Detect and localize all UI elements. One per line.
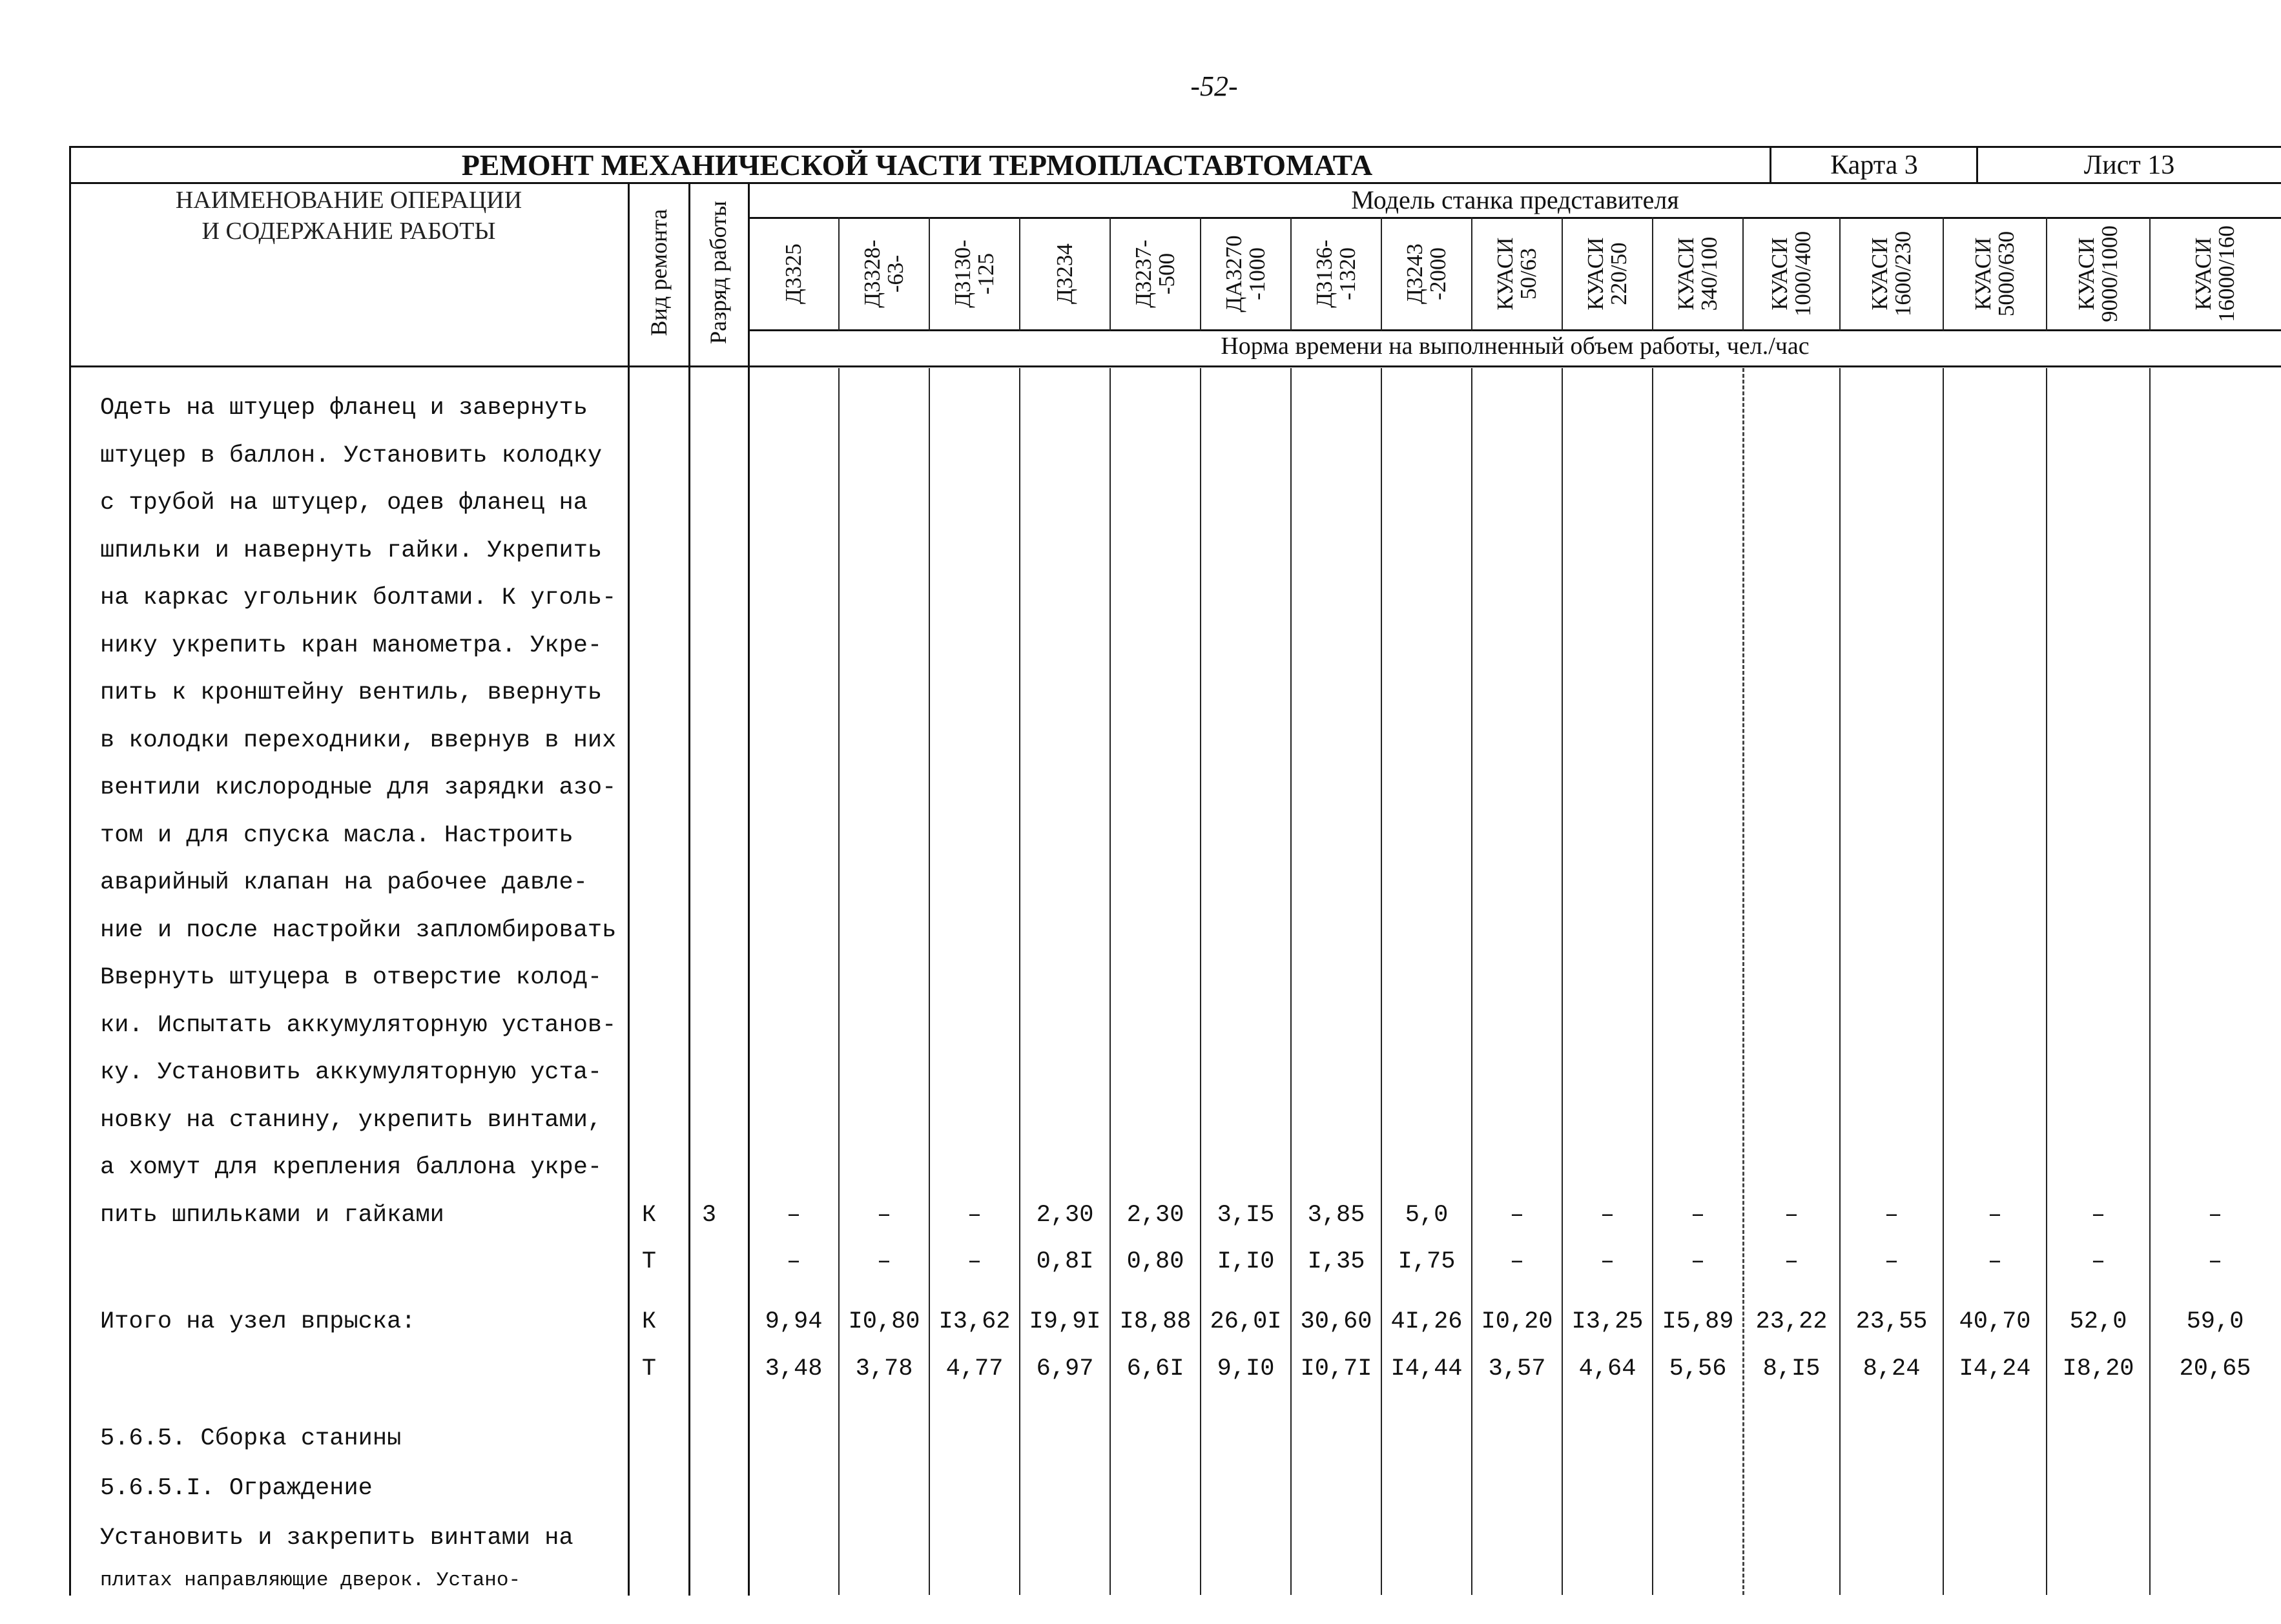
description-line: вентили кислородные для зарядки азо-	[100, 774, 617, 801]
model-divider	[1381, 217, 1382, 331]
body-column-divider	[1652, 368, 1653, 1595]
norm-value-cell: –	[1690, 1202, 1706, 1229]
vid-remonta-cell: К	[641, 1308, 657, 1335]
norm-value-cell: –	[1509, 1202, 1525, 1229]
model-divider	[1290, 217, 1292, 331]
model-header-line: КУАСИ	[1492, 237, 1518, 311]
model-header	[1114, 222, 1197, 325]
norm-value-cell: I8,20	[2062, 1355, 2134, 1382]
description-line: Одеть на штуцер фланец и завернуть	[100, 395, 588, 422]
norm-value-cell: –	[1509, 1248, 1525, 1275]
model-header	[1747, 222, 1836, 325]
list-label: Лист 13	[2083, 150, 2175, 180]
norm-value-cell: 2,30	[1126, 1202, 1184, 1229]
karta-label: Карта 3	[1830, 150, 1918, 180]
norm-value-cell: 9,94	[765, 1308, 823, 1335]
model-divider	[2046, 217, 2047, 331]
norm-value-cell: I,75	[1398, 1248, 1456, 1275]
operation-name-line: НАИМЕНОВАНИЕ ОПЕРАЦИИ	[175, 187, 522, 214]
vid-remonta-cell: К	[641, 1202, 657, 1229]
norm-value-cell: 5,0	[1405, 1202, 1449, 1229]
norm-value-cell: 3,57	[1488, 1355, 1546, 1382]
body-vid-divider	[688, 365, 690, 1596]
model-header-line: Д3234	[1052, 243, 1077, 304]
norm-value-cell: 5,56	[1669, 1355, 1727, 1382]
description-line: Ввернуть штуцера в отверстие колод-	[100, 964, 603, 991]
model-divider	[1471, 217, 1472, 331]
model-header	[1295, 222, 1378, 325]
razryad-cell: 3	[701, 1202, 717, 1229]
model-header-line: КУАСИ	[2074, 237, 2099, 311]
norm-value-cell: 20,65	[2179, 1355, 2251, 1382]
model-header	[752, 222, 835, 325]
norm-value-cell: I9,9I	[1029, 1308, 1101, 1335]
model-header-line: -500	[1154, 252, 1179, 295]
model-header	[1566, 222, 1649, 325]
model-header-line: Д3237-	[1131, 240, 1156, 308]
norm-value-cell: 23,55	[1855, 1308, 1928, 1335]
description-line: аварийный клапан на рабочее давле-	[100, 869, 588, 896]
model-header-line: 340/100	[1697, 236, 1722, 311]
norm-value-cell: I0,80	[848, 1308, 920, 1335]
norm-value-cell: –	[786, 1248, 801, 1275]
norm-value-cell: –	[2090, 1248, 2106, 1275]
vid-remonta-cell: Т	[641, 1355, 657, 1382]
section-line: плитах направляющие дверок. Устано-	[100, 1569, 521, 1592]
model-header-line: 5000/630	[1994, 231, 2019, 317]
section-heading: 5.6.5.I. Ограждение	[100, 1475, 373, 1502]
model-title-header: Модель станка представителя	[1351, 185, 1679, 214]
norm-value-cell: –	[1600, 1202, 1615, 1229]
norm-value-cell: I,I0	[1217, 1248, 1275, 1275]
vid-remonta-cell: Т	[641, 1248, 657, 1275]
norm-value-cell: 9,I0	[1217, 1355, 1275, 1382]
norm-value-cell: 0,8I	[1036, 1248, 1094, 1275]
model-header-line: Д3328-	[860, 240, 885, 308]
norm-value-cell: I4,24	[1959, 1355, 2031, 1382]
model-header-line: ДА3270	[1221, 235, 1246, 313]
description-line: с трубой на штуцер, одев фланец на	[100, 489, 588, 517]
norm-value-cell: 8,24	[1863, 1355, 1921, 1382]
norm-value-cell: –	[1600, 1248, 1615, 1275]
model-header-line: -1000	[1244, 247, 1270, 300]
model-header-line: КУАСИ	[2191, 237, 2216, 311]
model-header-line: 1600/230	[1890, 231, 1915, 317]
norm-value-cell: –	[2090, 1202, 2106, 1229]
model-header-line: 1000/400	[1790, 231, 1815, 317]
norm-value-cell: I0,20	[1481, 1308, 1553, 1335]
model-header-line: КУАСИ	[1867, 237, 1892, 311]
norm-value-cell: I8,88	[1119, 1308, 1192, 1335]
norm-value-cell: –	[2207, 1248, 2223, 1275]
body-column-divider	[1381, 368, 1382, 1595]
model-header-line: 50/63	[1516, 248, 1541, 300]
header-bottom-border	[69, 365, 2281, 367]
model-header-line: -1320	[1335, 247, 1360, 300]
model-header	[1844, 222, 1939, 325]
model-header	[2154, 222, 2276, 325]
model-header-line: 220/50	[1606, 242, 1631, 305]
norm-value-cell: I5,89	[1662, 1308, 1734, 1335]
model-header	[1947, 222, 2043, 325]
model-header-line: Д3130-	[950, 240, 975, 308]
page-title: РЕМОНТ МЕХАНИЧЕСКОЙ ЧАСТИ ТЕРМОПЛАСТАВТОМАТА	[461, 149, 1373, 181]
norm-value-cell: –	[967, 1202, 982, 1229]
model-header-line: КУАСИ	[1767, 237, 1792, 311]
norm-value-cell: I4,44	[1390, 1355, 1463, 1382]
norm-value-cell: –	[1987, 1202, 2003, 1229]
norm-value-cell: 23,22	[1755, 1308, 1828, 1335]
norm-value-cell: –	[876, 1248, 892, 1275]
norm-value-cell: –	[2207, 1202, 2223, 1229]
model-header	[1476, 222, 1558, 325]
description-line: а хомут для крепления баллона укре-	[100, 1154, 603, 1181]
description-line: ние и после настройки запломбировать	[100, 916, 617, 944]
norm-value-cell: 4,77	[945, 1355, 1004, 1382]
model-header-line: КУАСИ	[1673, 237, 1698, 311]
op-name-divider	[628, 182, 630, 367]
description-line: на каркас угольник болтами. К уголь-	[100, 584, 617, 612]
model-divider	[1200, 217, 1201, 331]
model-header	[1024, 222, 1106, 325]
section-line: Установить и закрепить винтами на	[100, 1525, 573, 1552]
body-razryad-divider	[748, 365, 750, 1596]
vid-divider	[688, 182, 690, 367]
norm-value-cell: I,35	[1307, 1248, 1365, 1275]
model-divider	[1562, 217, 1563, 331]
model-divider	[1110, 217, 1111, 331]
norma-header: Норма времени на выполненный объем работы, чел./час	[1221, 333, 1810, 360]
description-line: ку. Установить аккумуляторную уста-	[100, 1059, 603, 1086]
body-column-divider	[1839, 368, 1841, 1595]
norm-value-cell: 4I,26	[1390, 1308, 1463, 1335]
model-header-line: 9000/1000	[2097, 225, 2122, 322]
body-column-divider	[1471, 368, 1472, 1595]
body-column-divider	[929, 368, 930, 1595]
model-header-line: Д3325	[781, 243, 806, 304]
model-header	[1657, 222, 1739, 325]
norm-value-cell: –	[1884, 1248, 1899, 1275]
model-header-line: -125	[973, 252, 998, 295]
description-line: в колодки переходники, ввернув в них	[100, 726, 617, 754]
model-header	[843, 222, 925, 325]
description-line: ки. Испытать аккумуляторную установ-	[100, 1011, 617, 1039]
description-line: новку на станину, укрепить винтами,	[100, 1106, 603, 1134]
norm-value-cell: 40,70	[1959, 1308, 2031, 1335]
model-header	[933, 222, 1016, 325]
norm-value-cell: 2,30	[1036, 1202, 1094, 1229]
operation-name-line: И СОДЕРЖАНИЕ РАБОТЫ	[201, 218, 496, 245]
norm-value-cell: I3,62	[938, 1308, 1011, 1335]
norm-value-cell: –	[1884, 1202, 1899, 1229]
norm-value-cell: 3,78	[855, 1355, 913, 1382]
norm-value-cell: 52,0	[2069, 1308, 2127, 1335]
norm-value-cell: 6,97	[1036, 1355, 1094, 1382]
section-heading: 5.6.5. Сборка станины	[100, 1425, 402, 1452]
description-line: пить шпильками и гайками	[100, 1201, 444, 1229]
description-line: пить к кронштейну вентиль, ввернуть	[100, 679, 603, 706]
model-header	[1204, 222, 1287, 325]
model-header-line: -2000	[1425, 247, 1450, 300]
norm-value-cell: 26,0I	[1210, 1308, 1282, 1335]
norm-value-cell: –	[876, 1202, 892, 1229]
model-header	[1385, 222, 1468, 325]
model-divider	[1943, 217, 1944, 331]
body-column-divider	[1742, 368, 1744, 1595]
model-divider	[1019, 217, 1020, 331]
norm-value-cell: I0,7I	[1300, 1355, 1372, 1382]
model-divider	[2149, 217, 2151, 331]
operation-name-header	[71, 185, 626, 247]
description-line: шпильки и навернуть гайки. Укрепить	[100, 537, 603, 564]
body-column-divider	[1110, 368, 1111, 1595]
description-line: штуцер в баллон. Установить колодку	[100, 442, 603, 469]
model-header-line: 16000/160	[2214, 225, 2239, 322]
norm-value-cell: –	[1987, 1248, 2003, 1275]
body-column-divider	[1562, 368, 1563, 1595]
body-column-divider	[1019, 368, 1020, 1595]
body-op-divider	[628, 365, 630, 1596]
body-column-divider	[2149, 368, 2151, 1595]
norm-value-cell: 3,85	[1307, 1202, 1365, 1229]
norm-value-cell: 3,I5	[1217, 1202, 1275, 1229]
model-header-line: Д3243	[1402, 243, 1427, 304]
body-column-divider	[838, 368, 840, 1595]
body-column-divider	[1200, 368, 1201, 1595]
norm-value-cell: 6,6I	[1126, 1355, 1184, 1382]
norm-value-cell: –	[1784, 1248, 1799, 1275]
body-column-divider	[1290, 368, 1292, 1595]
model-header-line: -63-	[883, 254, 908, 293]
description-line: том и для спуска масла. Настроить	[100, 821, 573, 849]
description-line: нику укрепить кран манометра. Укре-	[100, 632, 603, 659]
model-header-line: КУАСИ	[1970, 237, 1996, 311]
norm-value-cell: –	[1784, 1202, 1799, 1229]
model-title-border	[749, 217, 2281, 219]
body-column-divider	[2046, 368, 2047, 1595]
page-number: -52-	[1190, 70, 1238, 102]
model-divider	[1839, 217, 1841, 331]
norm-value-cell: –	[967, 1248, 982, 1275]
model-divider	[838, 217, 840, 331]
vid-remonta-header: Вид ремонта	[646, 209, 672, 336]
body-column-divider	[1943, 368, 1944, 1595]
norm-value-cell: –	[1690, 1248, 1706, 1275]
norm-value-cell: 3,48	[765, 1355, 823, 1382]
norm-value-cell: 8,I5	[1762, 1355, 1821, 1382]
norm-value-cell: I3,25	[1571, 1308, 1644, 1335]
model-divider	[929, 217, 930, 331]
norm-value-cell: 59,0	[2186, 1308, 2244, 1335]
model-header-line: Д3136-	[1312, 240, 1337, 308]
model-header-line: КУАСИ	[1583, 237, 1608, 311]
model-divider	[1652, 217, 1653, 331]
model-header	[2050, 222, 2146, 325]
row-label: Итого на узел впрыска:	[100, 1308, 416, 1335]
body-left-border	[69, 365, 71, 1596]
norm-value-cell: 4,64	[1578, 1355, 1636, 1382]
norm-value-cell: 30,60	[1300, 1308, 1372, 1335]
model-divider	[1742, 217, 1744, 331]
norm-value-cell: –	[786, 1202, 801, 1229]
razryad-header: Разряд работы	[705, 201, 731, 344]
norm-value-cell: 0,80	[1126, 1248, 1184, 1275]
